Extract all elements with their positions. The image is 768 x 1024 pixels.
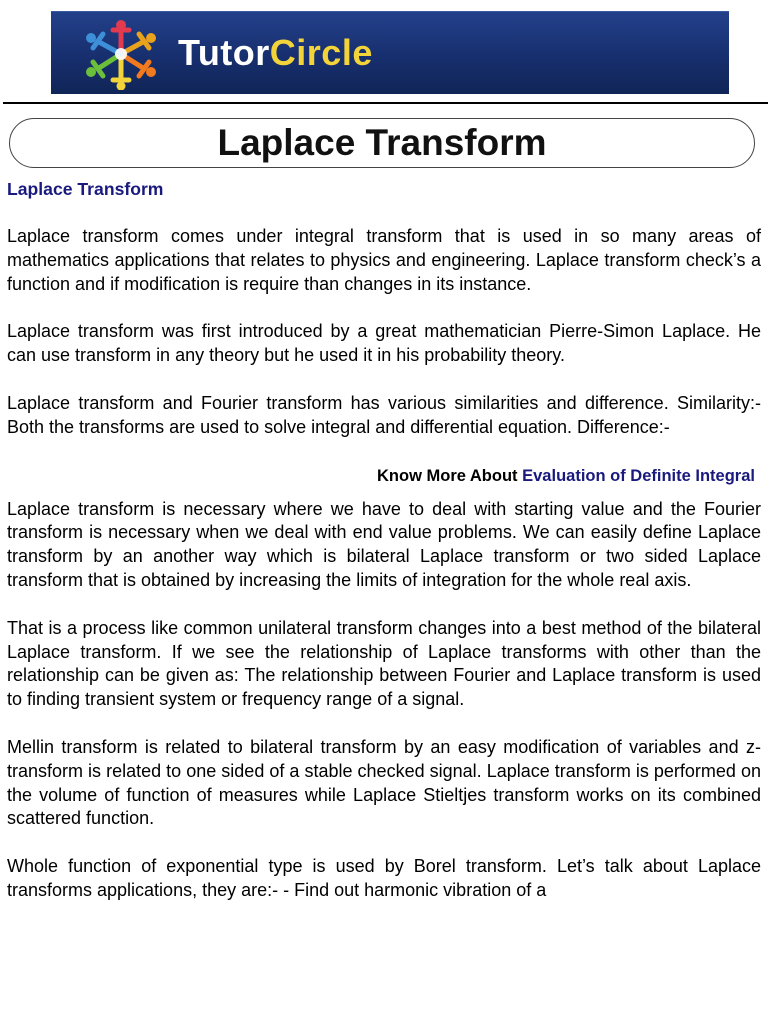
page-title: Laplace Transform	[217, 122, 547, 163]
know-more-link[interactable]: Evaluation of Definite Integral	[522, 466, 755, 485]
paragraph: Laplace transform comes under integral transform that is used in so many areas of mathematics applications that relates to physics and engineering. Laplace transform check’s a function and if modification is require than changes in its instance.	[7, 226, 761, 294]
logo-text	[178, 33, 373, 73]
paragraph: Laplace transform was first introduced by a great mathematician Pierre-Simon Laplace. He can use transform in any theory but he used it in his probability theory.	[7, 321, 761, 366]
know-more-line	[7, 464, 755, 488]
title-box	[9, 118, 755, 168]
section-heading: Laplace Transform	[7, 179, 164, 199]
people-circle-logo-icon	[73, 20, 169, 90]
paragraph: That is a process like common unilateral transform changes into a best method of the bilateral Laplace transform. If we see the relationship of Laplace transforms with other than the relationship can be given as: The relationship between Fourier and Laplace transform is used to finding transient system or frequency range of a signal.	[7, 617, 761, 710]
paragraph: Whole function of exponential type is used by Borel transform. Let’s talk about Laplace transforms applications, they are:- - Find out harmonic vibration of a	[7, 856, 761, 900]
paragraph: Mellin transform is related to bilateral transform by an easy modification of variables and z-transform is related to one sided of a stable checked signal. Laplace transform is performed on the volume of function of measures while Laplace Stieltjes transform works on its combined scattered function.	[7, 736, 761, 829]
logo-text-tutor: Tutor	[178, 32, 270, 73]
paragraph: Laplace transform and Fourier transform has various similarities and difference. Similarity:- Both the transforms are used to solve integral and differential equation. Difference:-	[7, 392, 761, 437]
header-banner	[51, 11, 729, 94]
logo-text-circle: Circle	[269, 32, 373, 73]
paragraph: Laplace transform is necessary where we have to deal with starting value and the Fourier transform is necessary when we deal with end value problems. We can easily define Laplace transform by an another way which is bilateral Laplace transform or two sided Laplace transform that is obtained by increasing the limits of integration for the whole real axis.	[7, 498, 761, 590]
know-more-prefix: Know More About	[377, 466, 523, 485]
document-body	[7, 177, 761, 927]
header-divider	[3, 102, 768, 104]
